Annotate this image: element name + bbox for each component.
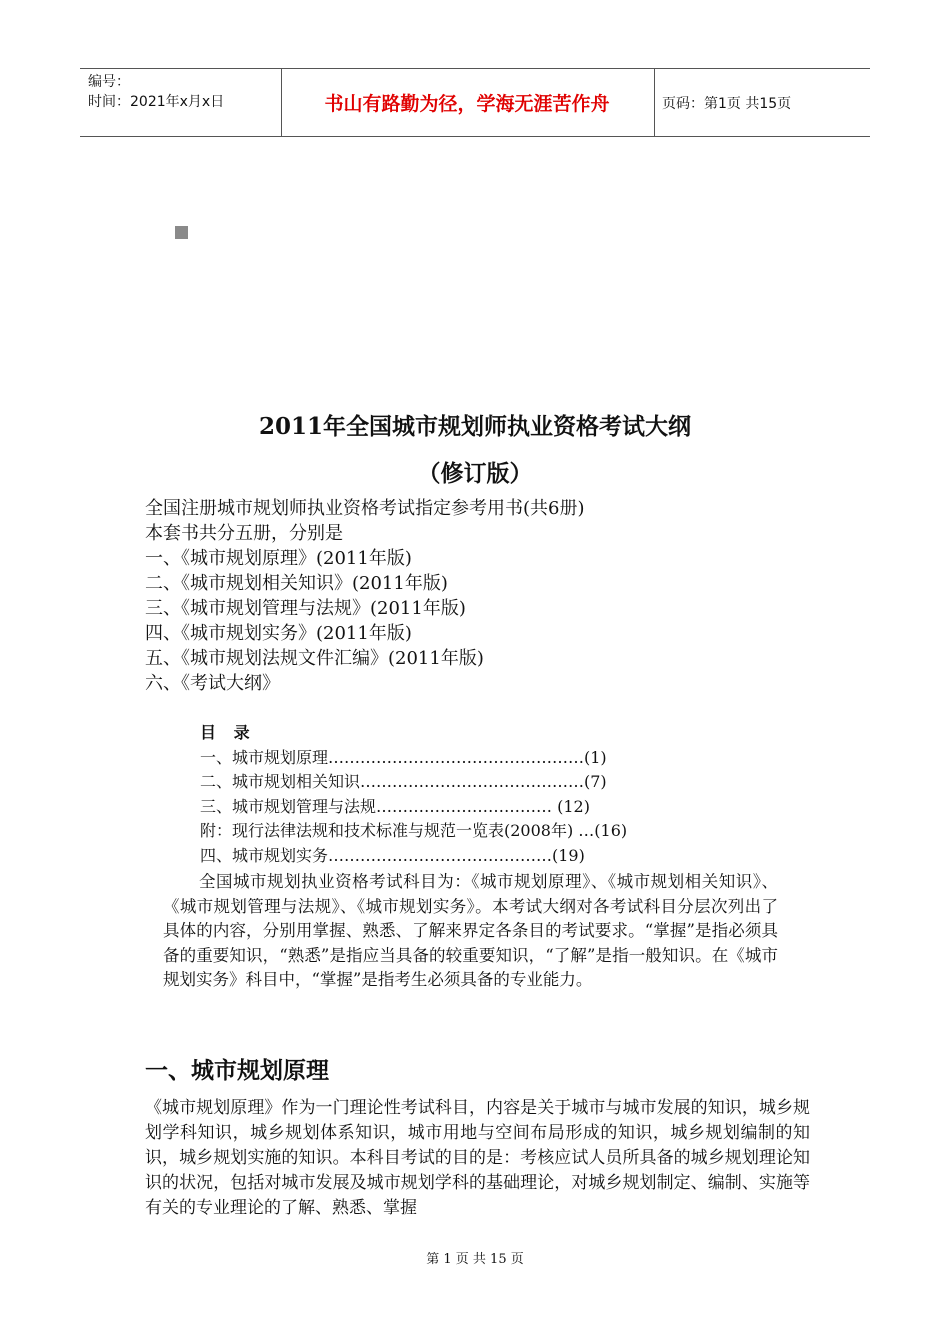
header-page-info: 页码：第1页 共15页 — [662, 96, 792, 112]
table-of-contents — [200, 721, 627, 868]
doc-number-label: 编号： — [88, 74, 130, 90]
document-title: 2011年全国城市规划师执业资格考试大纲 — [258, 413, 691, 440]
list-item: 三、《城市规划管理与法规》(2011年版) — [145, 598, 466, 619]
doc-date-label: 时间：2021年x月x日 — [88, 94, 225, 110]
list-item: 四、《城市规划实务》(2011年版) — [145, 623, 412, 644]
list-item: 五、《城市规划法规文件汇编》(2011年版) — [145, 648, 484, 669]
section-paragraph: 《城市规划原理》作为一门理论性考试科目，内容是关于城市与城市发展的知识，城乡规划学科知识，城乡规划体系知识，城市用地与空间布局形成的知识，城乡规划编制的知识，城乡规划实施的知识。本科目考试的目的是：考核应试人员所具备的城乡规划理论知识的状况，包括对城市发展及城市规划学科的基础理论，对城乡规划制定、编制、实施等有关的专业理论的了解、熟悉、掌握 — [145, 1098, 810, 1218]
intro-paragraph: 全国城市规划执业资格考试科目为：《城市规划原理》、《城市规划相关知识》、《城市规划管理与法规》、《城市规划实务》。本考试大纲对各考试科目分层次列出了具体的内容，分别用掌握、熟悉、了解来界定各条目的考试要求。“掌握”是指必须具备的重要知识，“熟悉”是指应当具备的较重要知识，“了解”是指一般知识。在《城市规划实务》科目中，“掌握”是指考生必须具备的专业能力。 — [163, 872, 778, 989]
page-footer: 第 1 页 共 15 页 — [426, 1252, 524, 1267]
document-subtitle: （修订版） — [417, 460, 533, 487]
toc-item: 四、城市规划实务……………………………………(19) — [200, 845, 585, 865]
section-title: 一、城市规划原理 — [145, 1058, 329, 1084]
toc-item: 二、城市规划相关知识……………………………………(7) — [200, 772, 607, 791]
list-item: 本套书共分五册，分别是 — [145, 523, 343, 544]
reference-books-list — [145, 496, 585, 696]
list-item: 一、《城市规划原理》(2011年版) — [145, 548, 412, 569]
square-bullet-icon — [175, 226, 188, 239]
toc-item: 三、城市规划管理与法规…………………………… (12) — [200, 796, 590, 816]
header-bottom-border — [80, 136, 870, 137]
list-item: 全国注册城市规划师执业资格考试指定参考用书(共6册) — [145, 498, 585, 519]
header-motto: 书山有路勤为径，学海无涯苦作舟 — [324, 92, 610, 115]
list-item: 六、《考试大纲》 — [145, 673, 280, 694]
list-item: 二、《城市规划相关知识》(2011年版) — [145, 573, 448, 594]
header-meta — [88, 72, 224, 112]
toc-item: 附：现行法律法规和技术标准与规范一览表(2008年) …(16) — [200, 821, 628, 840]
header-divider-right — [654, 68, 655, 136]
toc-heading: 目 录 — [200, 723, 256, 742]
toc-item: 一、城市规划原理…………………………………………(1) — [200, 747, 607, 767]
